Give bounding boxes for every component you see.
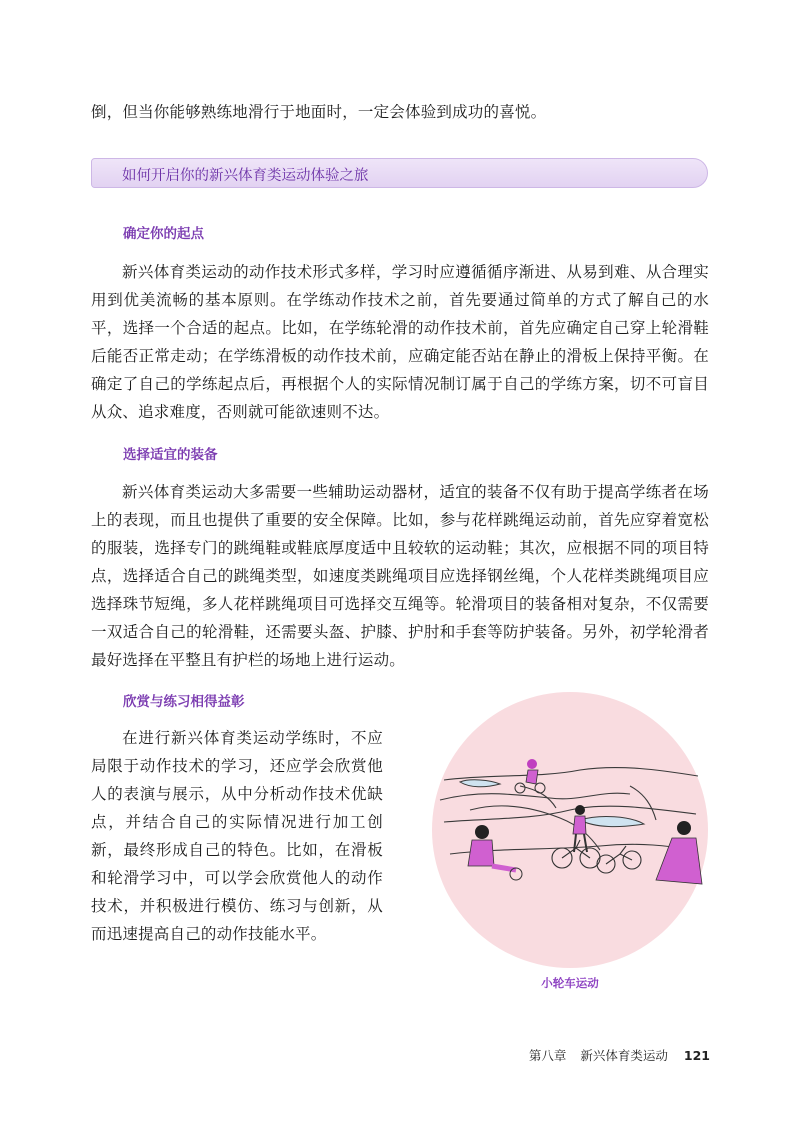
- footer-chapter: 第八章: [528, 1048, 567, 1063]
- figure-caption: 小轮车运动: [541, 976, 599, 990]
- paragraph-starting-point: 新兴体育类运动的动作技术形式多样，学习时应遵循循序渐进、从易到难、从合理实用到优美流畅的基本原则。在学练动作技术之前，首先要通过简单的方式了解自己的水平，选择一个合适的起点。比如，在学练轮滑的动作技术前，首先应确定自己穿上轮滑鞋后能否正常走动；在学练滑板的动作技术前，应确定能否站在静止的滑板上保持平衡。在确定了自己的学练起点后，再根据个人的实际情况制订属于自己的学练方案，切不可盲目从众、追求难度，否则就可能欲速则不达。: [91, 263, 709, 421]
- bmx-illustration: [430, 690, 710, 970]
- section-title: 如何开启你的新兴体育类运动体验之旅: [122, 168, 369, 184]
- heading-appreciation: 欣赏与练习相得益彰: [123, 694, 245, 710]
- section-banner: [91, 158, 708, 188]
- footer-chapter-title: 新兴体育类运动: [580, 1048, 668, 1063]
- heading-starting-point: 确定你的起点: [123, 226, 204, 242]
- page-footer: [500, 1046, 710, 1064]
- illustration-background-circle: [432, 692, 708, 968]
- page-number: 121: [683, 1048, 710, 1063]
- paragraph-equipment: 新兴体育类运动大多需要一些辅助运动器材，适宜的装备不仅有助于提高学练者在场上的表现，而且也提供了重要的安全保障。比如，参与花样跳绳运动前，首先应穿着宽松的服装，选择专门的跳绳鞋或鞋底厚度适中且较软的运动鞋；其次，应根据不同的项目特点，选择适合自己的跳绳类型，如速度类跳绳项目应选择钢丝绳，个人花样类跳绳项目应选择珠节短绳，多人花样跳绳项目可选择交互绳等。轮滑项目的装备相对复杂，不仅需要一双适合自己的轮滑鞋，还需要头盔、护膝、护肘和手套等防护装备。另外，初学轮滑者最好选择在平整且有护栏的场地上进行运动。: [91, 483, 709, 669]
- paragraph-appreciation: 在进行新兴体育类运动学练时，不应局限于动作技术的学习，还应学会欣赏他人的表演与展示，从中分析动作技术优缺点，并结合自己的实际情况进行加工创新，最终形成自己的特色。比如，在滑板和轮滑学习中，可以学会欣赏他人的动作技术，并积极进行模仿、练习与创新，从而迅速提高自己的动作技能水平。: [91, 729, 383, 943]
- intro-paragraph: 倒，但当你能够熟练地滑行于地面时，一定会体验到成功的喜悦。: [91, 103, 547, 121]
- heading-equipment: 选择适宜的装备: [123, 447, 218, 463]
